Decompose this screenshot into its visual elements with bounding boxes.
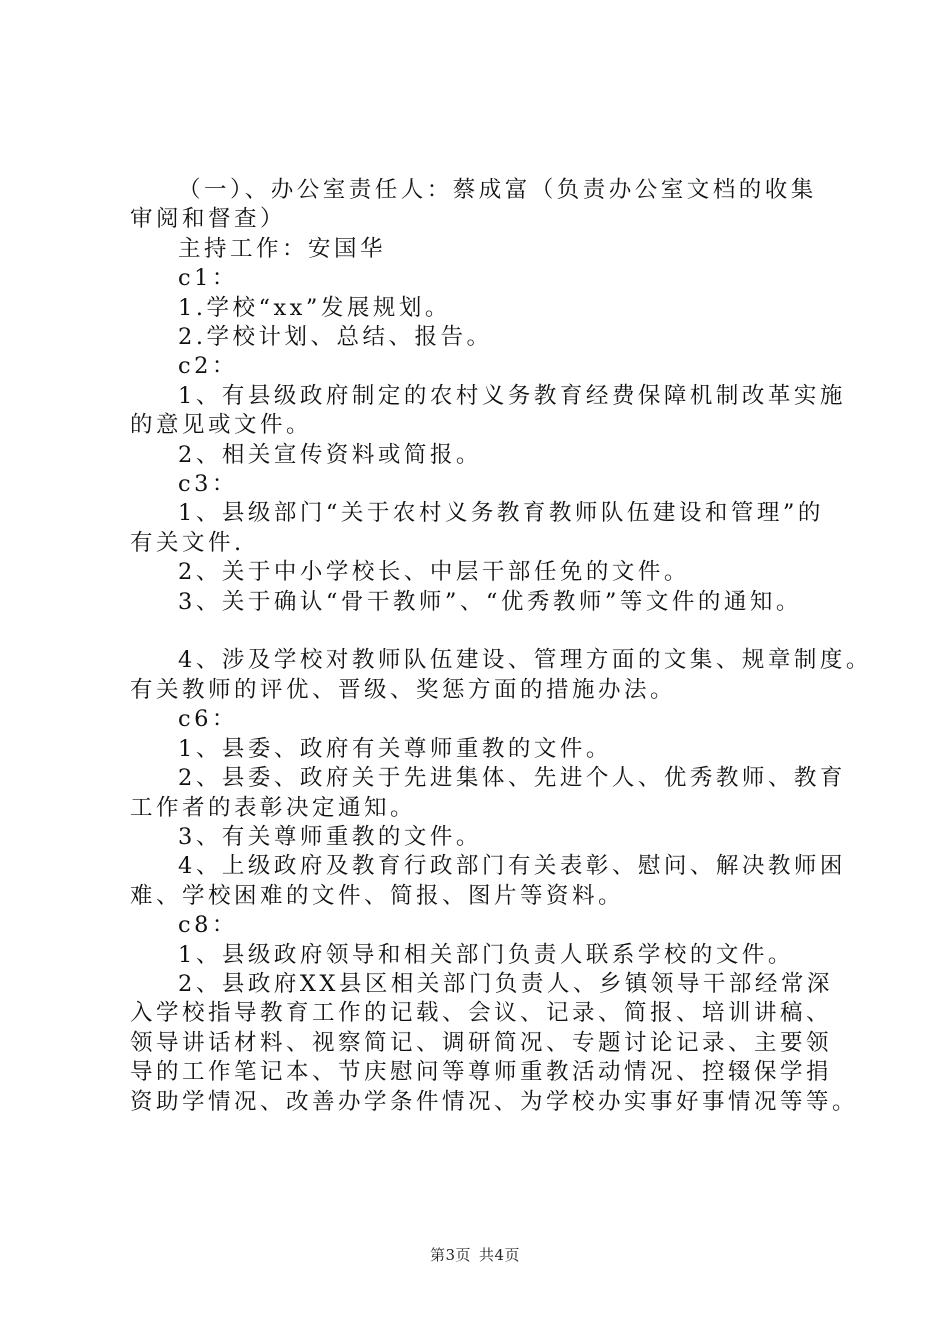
item-label-c3: c3： — [178, 471, 238, 498]
document-body — [130, 176, 872, 1117]
text-line: 2、县委、政府关于先进集体、先进个人、优秀教师、教育 — [178, 765, 846, 792]
text-line: 2、相关宣传资料或简报。 — [178, 441, 482, 468]
text-line: 3、关于确认“骨干教师”、“优秀教师”等文件的通知。 — [178, 588, 802, 615]
text-line: 导的工作笔记本、节庆慰问等尊师重教活动情况、控辍保学捐 — [130, 1059, 833, 1086]
text-line: 1、县委、政府有关尊师重教的文件。 — [178, 735, 612, 762]
text-line: 难、学校困难的文件、简报、图片等资料。 — [130, 882, 625, 909]
text-line: 2、关于中小学校长、中层干部任免的文件。 — [178, 559, 690, 586]
text-line: 1、县级部门“关于农村义务教育教师队伍建设和管理”的 — [178, 500, 824, 527]
text-line: 1.学校“xx”发展规划。 — [178, 294, 451, 321]
text-line: 的意见或文件。 — [130, 412, 313, 439]
text-line: 主持工作：安国华 — [178, 235, 387, 262]
text-line: 2.学校计划、总结、报告。 — [178, 324, 493, 351]
page-number: 第3页 — [429, 1246, 471, 1264]
page-footer — [0, 1244, 950, 1265]
text-line: 4、上级政府及教育行政部门有关表彰、慰问、解决教师困 — [178, 853, 846, 880]
text-line: 资助学情况、改善办学条件情况、为学校办实事好事情况等等。 — [130, 1088, 859, 1115]
text-line: 领导讲话材料、视察简记、调研简况、专题讨论记录、主要领 — [130, 1029, 833, 1056]
section-heading: （一）、办公室责任人：蔡成富（负责办公室文档的收集 — [178, 177, 817, 203]
item-label-c8: c8： — [178, 912, 238, 939]
text-line: 2、县政府XX县区相关部门负责人、乡镇领导干部经常深 — [178, 970, 833, 997]
blank-line — [130, 617, 838, 646]
text-line: 入学校指导教育工作的记载、会议、记录、简报、培训讲稿、 — [130, 1000, 833, 1027]
text-line: 1、有县级政府制定的农村义务教育经费保障机制改革实施 — [178, 382, 846, 409]
text-line: 工作者的表彰决定通知。 — [130, 794, 417, 821]
text-line: 有关文件. — [130, 529, 245, 556]
text-line: 3、有关尊师重教的文件。 — [178, 823, 482, 850]
item-label-c6: c6： — [178, 706, 238, 733]
text-line: 有关教师的评优、晋级、奖惩方面的措施办法。 — [130, 676, 677, 703]
text-line: 1、县级政府领导和相关部门负责人联系学校的文件。 — [178, 941, 794, 968]
text-line: 审阅和督查） — [130, 206, 287, 233]
item-label-c2: c2： — [178, 353, 238, 380]
page-total: 共4页 — [479, 1246, 521, 1264]
text-line: 4、涉及学校对教师队伍建设、管理方面的文集、规章制度。 — [178, 647, 872, 674]
item-label-c1: c1： — [178, 265, 238, 292]
